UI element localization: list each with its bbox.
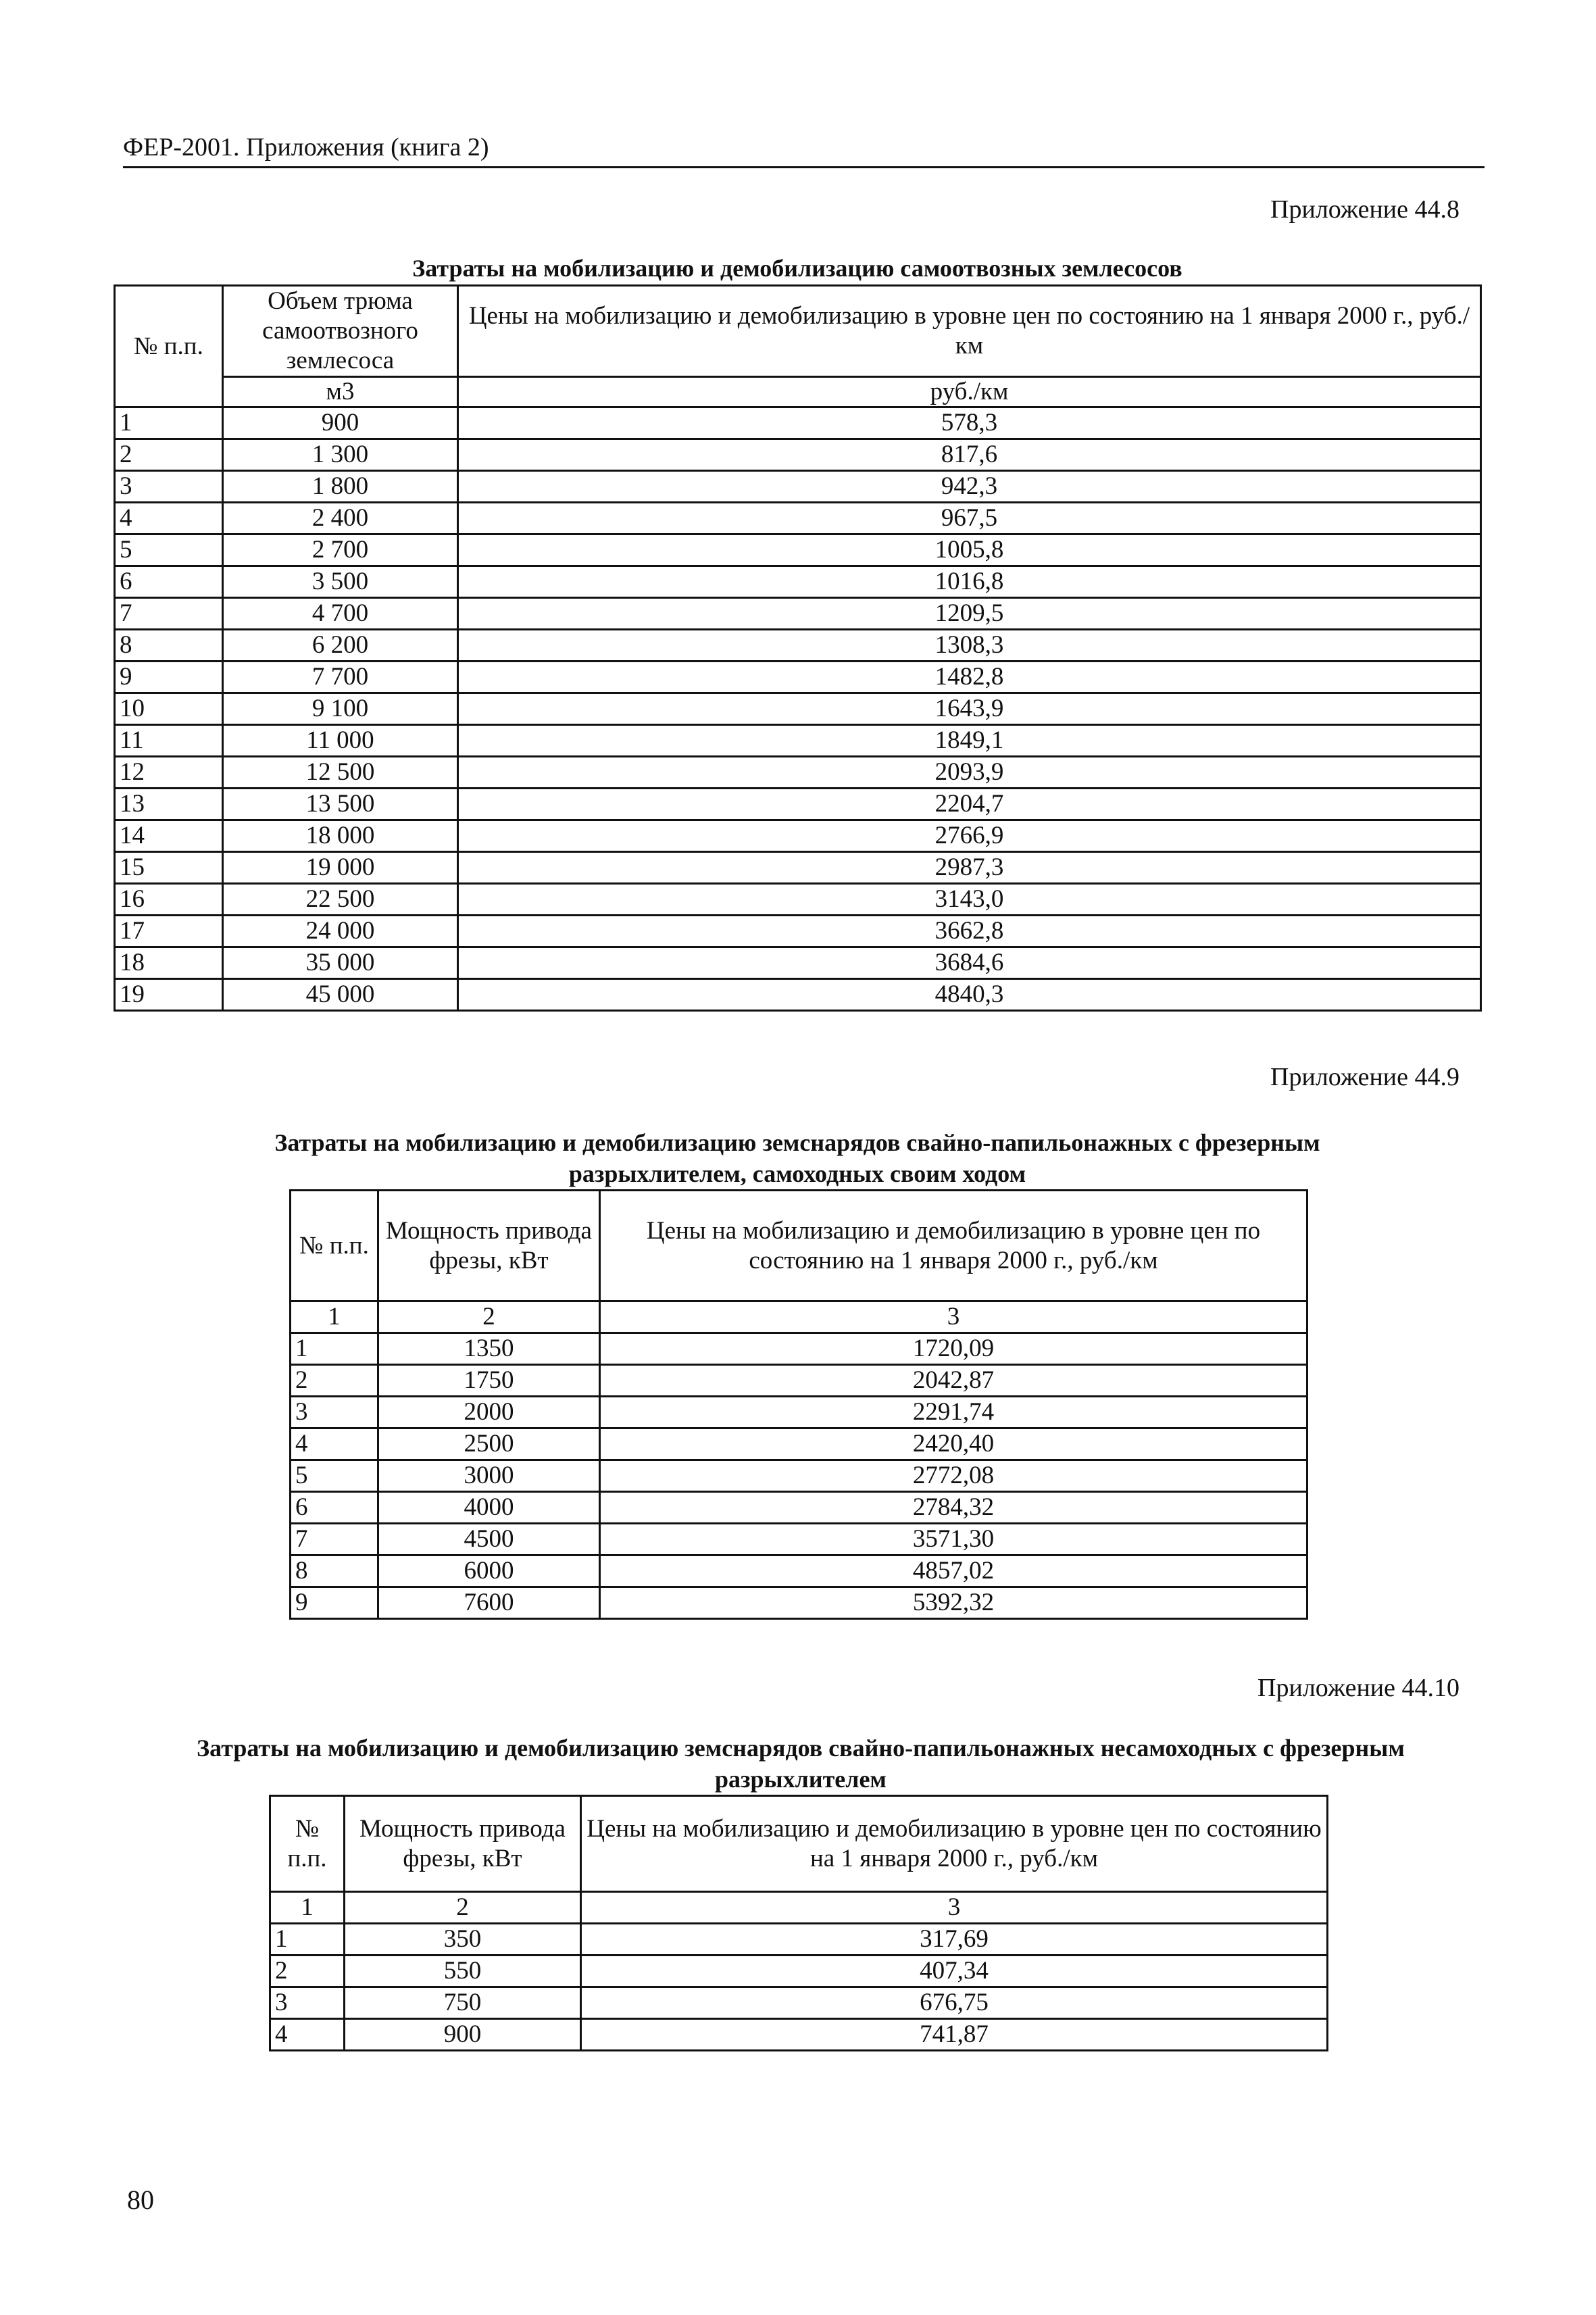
table-cell: 1016,8 (458, 566, 1481, 598)
table-cell: 1005,8 (458, 534, 1481, 566)
table-body-44-9 (291, 1333, 1307, 1619)
table-row (291, 1524, 1307, 1555)
table-cell: 7 (291, 1524, 378, 1555)
table-cell: 942,3 (458, 471, 1481, 503)
table-cell: 24 000 (223, 916, 458, 947)
table-row (115, 693, 1481, 725)
table-cell: 1 (270, 1924, 345, 1956)
table-row (291, 1492, 1307, 1524)
table-cell: 750 (345, 1987, 581, 2019)
table-cell: 2093,9 (458, 757, 1481, 789)
table-cell: 4 (291, 1428, 378, 1460)
table-row (291, 1460, 1307, 1492)
table-row (115, 566, 1481, 598)
table-row (115, 439, 1481, 471)
table-cell: 7 (115, 598, 223, 630)
table-cell: 317,69 (581, 1924, 1328, 1956)
table-cell: 5 (291, 1460, 378, 1492)
table-cell: 741,87 (581, 2019, 1328, 2051)
header-cell-price: Цены на мобилизацию и демобилизацию в уровне цен по состоянию на 1 января 2000 г., руб./км (458, 286, 1481, 377)
table-cell: 550 (345, 1956, 581, 1987)
table-44-8 (114, 284, 1482, 1012)
table-row (115, 471, 1481, 503)
table-cell: 1 300 (223, 439, 458, 471)
table-cell: 3000 (378, 1460, 600, 1492)
table-cell: 6 (291, 1492, 378, 1524)
table-cell: 2 400 (223, 503, 458, 534)
table-cell: 350 (345, 1924, 581, 1956)
table-row (291, 1587, 1307, 1619)
table-cell: 1 (115, 407, 223, 439)
table-row (115, 947, 1481, 979)
table-cell: 3 (291, 1397, 378, 1428)
table-row (115, 662, 1481, 693)
table-row (270, 1924, 1328, 1956)
table-cell: 407,34 (581, 1956, 1328, 1987)
table-cell: 9 100 (223, 693, 458, 725)
table-row (115, 407, 1481, 439)
table-cell: 3 (270, 1987, 345, 2019)
table-cell: 6000 (378, 1555, 600, 1587)
table-cell: 2766,9 (458, 820, 1481, 852)
table-cell: 6 (115, 566, 223, 598)
table-cell: 12 (115, 757, 223, 789)
header-cell-number: № п.п. (270, 1796, 345, 1892)
table-row (115, 534, 1481, 566)
table-cell: 9 (291, 1587, 378, 1619)
table-row (291, 1555, 1307, 1587)
header-cell-volume: Объем трюма самоотвозного землесоса (223, 286, 458, 377)
table-cell: 35 000 (223, 947, 458, 979)
table-row (115, 916, 1481, 947)
table-cell: 2291,74 (600, 1397, 1307, 1428)
table-cell: 1209,5 (458, 598, 1481, 630)
table-cell: 45 000 (223, 979, 458, 1011)
appendix-label-44-8: Приложение 44.8 (1270, 195, 1460, 224)
table-cell: 11 000 (223, 725, 458, 757)
table-row (115, 852, 1481, 884)
table-cell: 7 700 (223, 662, 458, 693)
table-row (291, 1428, 1307, 1460)
table-cell: 2987,3 (458, 852, 1481, 884)
column-number-cell: 2 (345, 1892, 581, 1924)
header-cell-number: № п.п. (115, 286, 223, 407)
table-row (115, 503, 1481, 534)
table-cell: 900 (345, 2019, 581, 2051)
table-cell: 7600 (378, 1587, 600, 1619)
table-row (115, 979, 1481, 1011)
page-number: 80 (127, 2185, 154, 2215)
header-cell-power: Мощность привода фрезы, кВт (345, 1796, 581, 1892)
table-cell: 2042,87 (600, 1365, 1307, 1397)
table-cell: 817,6 (458, 439, 1481, 471)
table-cell: 14 (115, 820, 223, 852)
table-row (115, 757, 1481, 789)
table-cell: 3 500 (223, 566, 458, 598)
table-cell: 11 (115, 725, 223, 757)
table-44-9 (289, 1189, 1308, 1620)
appendix-label-44-9: Приложение 44.9 (1270, 1063, 1460, 1091)
table-cell: 22 500 (223, 884, 458, 916)
table-cell: 1849,1 (458, 725, 1481, 757)
appendix-label-44-10: Приложение 44.10 (1257, 1674, 1460, 1702)
table-row (115, 820, 1481, 852)
table-cell: 2 (115, 439, 223, 471)
table-cell: 1308,3 (458, 630, 1481, 662)
table-cell: 9 (115, 662, 223, 693)
table-cell: 4 (115, 503, 223, 534)
table-cell: 13 500 (223, 789, 458, 820)
table-title-44-10: Затраты на мобилизацию и демобилизацию земснарядов свайно-папильонажных несамоходных с фрезерным разрыхлителем (197, 1735, 1405, 1793)
column-number-cell: 1 (291, 1301, 378, 1333)
table-body-44-10 (270, 1924, 1328, 2051)
table-row (291, 1397, 1307, 1428)
table-cell: 16 (115, 884, 223, 916)
table-cell: 2500 (378, 1428, 600, 1460)
table-cell: 1350 (378, 1333, 600, 1365)
table-row (291, 1333, 1307, 1365)
table-cell: 8 (291, 1555, 378, 1587)
table-row (115, 884, 1481, 916)
table-cell: 3571,30 (600, 1524, 1307, 1555)
table-row (270, 1956, 1328, 1987)
table-row (115, 630, 1481, 662)
table-cell: 19 (115, 979, 223, 1011)
table-body-44-8 (115, 407, 1481, 1011)
table-cell: 10 (115, 693, 223, 725)
table-row (270, 2019, 1328, 2051)
table-title-44-8: Затраты на мобилизацию и демобилизацию самоотвозных землесосов (412, 255, 1182, 282)
table-cell: 17 (115, 916, 223, 947)
header-cell-power: Мощность привода фрезы, кВт (378, 1191, 600, 1301)
table-cell: 2000 (378, 1397, 600, 1428)
table-cell: 1482,8 (458, 662, 1481, 693)
table-cell: 1 (291, 1333, 378, 1365)
table-cell: 2784,32 (600, 1492, 1307, 1524)
table-row (115, 598, 1481, 630)
header-cell-price: Цены на мобилизацию и демобилизацию в уровне цен по состоянию на 1 января 2000 г., руб./км (581, 1796, 1328, 1892)
column-number-cell: 3 (581, 1892, 1328, 1924)
table-cell: 3662,8 (458, 916, 1481, 947)
unit-cell-price: руб./км (458, 377, 1481, 407)
table-row (115, 789, 1481, 820)
table-cell: 5392,32 (600, 1587, 1307, 1619)
column-number-cell: 1 (270, 1892, 345, 1924)
table-cell: 4500 (378, 1524, 600, 1555)
table-row (270, 1987, 1328, 2019)
table-cell: 900 (223, 407, 458, 439)
column-number-cell: 3 (600, 1301, 1307, 1333)
table-title-44-9: Затраты на мобилизацию и демобилизацию земснарядов свайно-папильонажных с фрезерным разрыхлителем, самоходных своим ходом (274, 1129, 1320, 1187)
table-cell: 3 (115, 471, 223, 503)
table-cell: 2 700 (223, 534, 458, 566)
table-cell: 8 (115, 630, 223, 662)
table-44-10 (269, 1795, 1328, 2051)
table-cell: 5 (115, 534, 223, 566)
table-cell: 2772,08 (600, 1460, 1307, 1492)
table-cell: 13 (115, 789, 223, 820)
table-row (291, 1365, 1307, 1397)
table-cell: 2204,7 (458, 789, 1481, 820)
table-cell: 4840,3 (458, 979, 1481, 1011)
table-cell: 1750 (378, 1365, 600, 1397)
table-cell: 578,3 (458, 407, 1481, 439)
table-cell: 967,5 (458, 503, 1481, 534)
table-cell: 4 700 (223, 598, 458, 630)
table-cell: 1643,9 (458, 693, 1481, 725)
table-row (115, 725, 1481, 757)
table-cell: 1 800 (223, 471, 458, 503)
table-cell: 2420,40 (600, 1428, 1307, 1460)
table-cell: 6 200 (223, 630, 458, 662)
table-cell: 3684,6 (458, 947, 1481, 979)
table-cell: 4 (270, 2019, 345, 2051)
header-cell-price: Цены на мобилизацию и демобилизацию в уровне цен по состоянию на 1 января 2000 г., руб./км (600, 1191, 1307, 1301)
table-cell: 12 500 (223, 757, 458, 789)
table-cell: 4000 (378, 1492, 600, 1524)
table-cell: 2 (270, 1956, 345, 1987)
table-cell: 3143,0 (458, 884, 1481, 916)
column-number-cell: 2 (378, 1301, 600, 1333)
header-cell-number: № п.п. (291, 1191, 378, 1301)
running-head: ФЕР-2001. Приложения (книга 2) (123, 132, 1485, 168)
table-cell: 19 000 (223, 852, 458, 884)
table-cell: 676,75 (581, 1987, 1328, 2019)
table-cell: 18 000 (223, 820, 458, 852)
table-cell: 15 (115, 852, 223, 884)
table-cell: 4857,02 (600, 1555, 1307, 1587)
table-cell: 1720,09 (600, 1333, 1307, 1365)
table-cell: 18 (115, 947, 223, 979)
unit-cell-volume: м3 (223, 377, 458, 407)
table-cell: 2 (291, 1365, 378, 1397)
